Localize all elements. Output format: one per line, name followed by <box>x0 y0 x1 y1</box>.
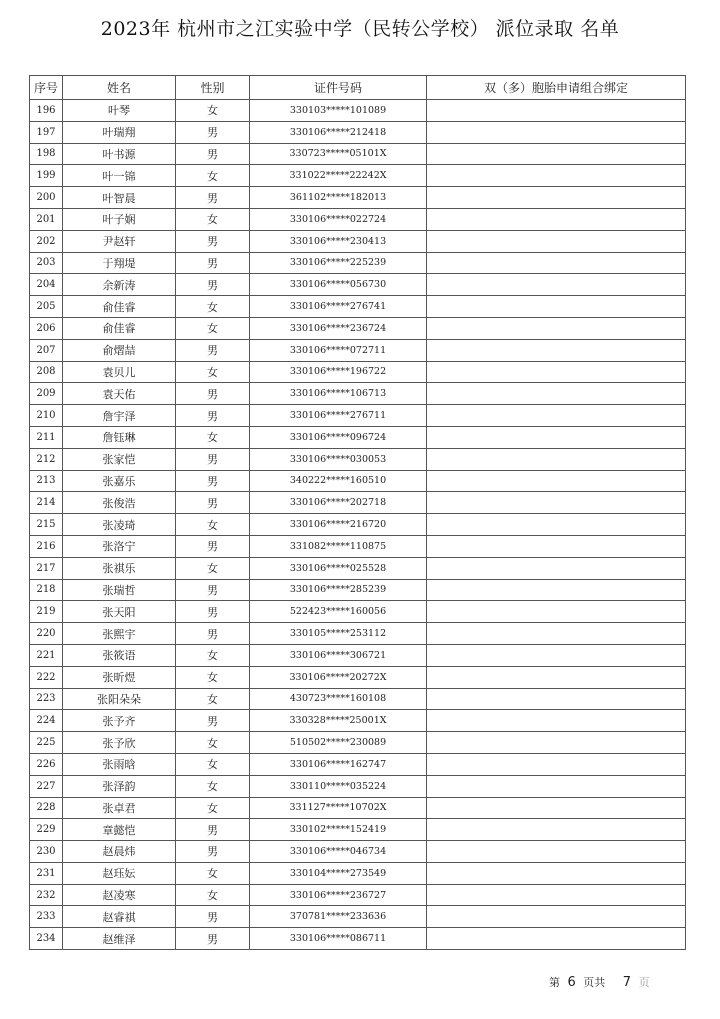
cell-serial-number: 221 <box>30 644 63 666</box>
footer-page-suffix: 页 <box>638 976 650 989</box>
cell-twin-binding <box>427 732 686 754</box>
cell-gender: 女 <box>176 426 250 448</box>
cell-name: 张瑞哲 <box>63 579 176 601</box>
cell-gender: 女 <box>176 100 250 122</box>
cell-id-number: 330106*****162747 <box>250 753 427 775</box>
cell-gender: 女 <box>176 644 250 666</box>
table-row <box>30 143 686 165</box>
cell-serial-number: 202 <box>30 230 63 252</box>
cell-twin-binding <box>427 884 686 906</box>
cell-twin-binding <box>427 143 686 165</box>
cell-name: 张熙宇 <box>63 623 176 645</box>
cell-gender: 男 <box>176 601 250 623</box>
cell-serial-number: 215 <box>30 514 63 536</box>
table-row <box>30 426 686 448</box>
cell-id-number: 361102*****182013 <box>250 187 427 209</box>
cell-name: 张雨晗 <box>63 753 176 775</box>
table-row <box>30 317 686 339</box>
header-twin-binding: 双（多）胞胎申请组合绑定 <box>427 76 686 100</box>
cell-twin-binding <box>427 492 686 514</box>
cell-name: 尹赵轩 <box>63 230 176 252</box>
table-row <box>30 492 686 514</box>
cell-name: 詹钰琳 <box>63 426 176 448</box>
header-name: 姓名 <box>63 76 176 100</box>
cell-serial-number: 234 <box>30 928 63 950</box>
admission-roster-table <box>29 75 686 950</box>
cell-gender: 男 <box>176 405 250 427</box>
cell-name: 叶子娴 <box>63 208 176 230</box>
cell-serial-number: 216 <box>30 535 63 557</box>
cell-id-number: 330106*****030053 <box>250 448 427 470</box>
table-row <box>30 252 686 274</box>
cell-gender: 男 <box>176 623 250 645</box>
cell-name: 张筱语 <box>63 644 176 666</box>
cell-gender: 女 <box>176 514 250 536</box>
cell-gender: 女 <box>176 732 250 754</box>
cell-id-number: 330104*****273549 <box>250 862 427 884</box>
cell-serial-number: 201 <box>30 208 63 230</box>
cell-id-number: 330106*****20272X <box>250 666 427 688</box>
table-row <box>30 339 686 361</box>
cell-name: 张祺乐 <box>63 557 176 579</box>
cell-twin-binding <box>427 230 686 252</box>
cell-gender: 女 <box>176 208 250 230</box>
table-row <box>30 361 686 383</box>
cell-gender: 男 <box>176 928 250 950</box>
cell-name: 赵维泽 <box>63 928 176 950</box>
cell-gender: 女 <box>176 165 250 187</box>
table-row <box>30 383 686 405</box>
cell-id-number: 330106*****022724 <box>250 208 427 230</box>
cell-serial-number: 226 <box>30 753 63 775</box>
cell-twin-binding <box>427 252 686 274</box>
cell-serial-number: 199 <box>30 165 63 187</box>
footer-page-prefix: 第 <box>549 976 560 989</box>
table-row <box>30 100 686 122</box>
table-row <box>30 557 686 579</box>
cell-twin-binding <box>427 688 686 710</box>
cell-name: 张予齐 <box>63 710 176 732</box>
cell-gender: 男 <box>176 710 250 732</box>
cell-twin-binding <box>427 797 686 819</box>
cell-serial-number: 227 <box>30 775 63 797</box>
table-row <box>30 296 686 318</box>
table-row <box>30 644 686 666</box>
cell-twin-binding <box>427 557 686 579</box>
table-row <box>30 753 686 775</box>
cell-serial-number: 213 <box>30 470 63 492</box>
cell-id-number: 330328*****25001X <box>250 710 427 732</box>
cell-gender: 男 <box>176 492 250 514</box>
cell-twin-binding <box>427 710 686 732</box>
cell-serial-number: 206 <box>30 317 63 339</box>
cell-twin-binding <box>427 208 686 230</box>
table-row <box>30 884 686 906</box>
cell-twin-binding <box>427 426 686 448</box>
table-row <box>30 797 686 819</box>
cell-serial-number: 197 <box>30 121 63 143</box>
cell-id-number: 330106*****212418 <box>250 121 427 143</box>
cell-serial-number: 220 <box>30 623 63 645</box>
cell-name: 俞熠喆 <box>63 339 176 361</box>
cell-serial-number: 196 <box>30 100 63 122</box>
cell-twin-binding <box>427 165 686 187</box>
cell-serial-number: 204 <box>30 274 63 296</box>
cell-twin-binding <box>427 579 686 601</box>
header-gender: 性别 <box>176 76 250 100</box>
cell-name: 赵晨炜 <box>63 841 176 863</box>
cell-id-number: 510502*****230089 <box>250 732 427 754</box>
cell-name: 张卓君 <box>63 797 176 819</box>
cell-gender: 男 <box>176 143 250 165</box>
cell-id-number: 330106*****072711 <box>250 339 427 361</box>
cell-name: 赵睿祺 <box>63 906 176 928</box>
cell-serial-number: 229 <box>30 819 63 841</box>
footer-total-pages: 7 <box>622 975 632 990</box>
cell-id-number: 330106*****096724 <box>250 426 427 448</box>
cell-name: 赵凌寒 <box>63 884 176 906</box>
cell-id-number: 330106*****106713 <box>250 383 427 405</box>
cell-id-number: 330106*****285239 <box>250 579 427 601</box>
table-row <box>30 514 686 536</box>
cell-serial-number: 203 <box>30 252 63 274</box>
cell-gender: 男 <box>176 383 250 405</box>
table-body <box>30 100 686 950</box>
cell-gender: 男 <box>176 448 250 470</box>
cell-twin-binding <box>427 819 686 841</box>
table-row <box>30 906 686 928</box>
cell-name: 张俊浩 <box>63 492 176 514</box>
cell-id-number: 522423*****160056 <box>250 601 427 623</box>
cell-gender: 女 <box>176 862 250 884</box>
table-row <box>30 819 686 841</box>
cell-twin-binding <box>427 906 686 928</box>
table-row <box>30 841 686 863</box>
cell-serial-number: 219 <box>30 601 63 623</box>
cell-id-number: 330106*****306721 <box>250 644 427 666</box>
cell-id-number: 430723*****160108 <box>250 688 427 710</box>
cell-gender: 女 <box>176 361 250 383</box>
cell-gender: 男 <box>176 230 250 252</box>
table-row <box>30 187 686 209</box>
header-serial-number: 序号 <box>30 76 63 100</box>
cell-id-number: 330106*****236727 <box>250 884 427 906</box>
cell-name: 詹宇泽 <box>63 405 176 427</box>
cell-id-number: 340222*****160510 <box>250 470 427 492</box>
table-row <box>30 862 686 884</box>
cell-twin-binding <box>427 862 686 884</box>
cell-gender: 男 <box>176 339 250 361</box>
cell-serial-number: 222 <box>30 666 63 688</box>
cell-id-number: 330106*****046734 <box>250 841 427 863</box>
table-row <box>30 121 686 143</box>
footer-page-number: 6 <box>567 975 576 990</box>
table-row <box>30 470 686 492</box>
cell-gender: 男 <box>176 819 250 841</box>
cell-twin-binding <box>427 296 686 318</box>
cell-gender: 女 <box>176 753 250 775</box>
cell-gender: 女 <box>176 775 250 797</box>
cell-id-number: 330106*****202718 <box>250 492 427 514</box>
cell-serial-number: 207 <box>30 339 63 361</box>
cell-id-number: 330106*****056730 <box>250 274 427 296</box>
table-row <box>30 165 686 187</box>
table-row <box>30 579 686 601</box>
cell-name: 张昕煜 <box>63 666 176 688</box>
cell-name: 俞佳睿 <box>63 317 176 339</box>
cell-serial-number: 212 <box>30 448 63 470</box>
cell-name: 张嘉乐 <box>63 470 176 492</box>
cell-id-number: 331082*****110875 <box>250 535 427 557</box>
cell-id-number: 331022*****22242X <box>250 165 427 187</box>
cell-id-number: 330105*****253112 <box>250 623 427 645</box>
cell-twin-binding <box>427 470 686 492</box>
table-row <box>30 732 686 754</box>
cell-name: 袁贝儿 <box>63 361 176 383</box>
table-row <box>30 405 686 427</box>
cell-serial-number: 209 <box>30 383 63 405</box>
cell-twin-binding <box>427 601 686 623</box>
cell-serial-number: 211 <box>30 426 63 448</box>
cell-name: 张洛宁 <box>63 535 176 557</box>
cell-gender: 女 <box>176 666 250 688</box>
cell-name: 张凌琦 <box>63 514 176 536</box>
cell-gender: 男 <box>176 841 250 863</box>
cell-twin-binding <box>427 775 686 797</box>
cell-serial-number: 231 <box>30 862 63 884</box>
cell-id-number: 370781*****233636 <box>250 906 427 928</box>
table-row <box>30 601 686 623</box>
cell-name: 张家恺 <box>63 448 176 470</box>
cell-serial-number: 223 <box>30 688 63 710</box>
cell-serial-number: 200 <box>30 187 63 209</box>
cell-gender: 男 <box>176 252 250 274</box>
cell-name: 章懿恺 <box>63 819 176 841</box>
cell-name: 叶书源 <box>63 143 176 165</box>
table-row <box>30 448 686 470</box>
cell-name: 张天阳 <box>63 601 176 623</box>
document-title: 2023年 杭州市之江实验中学（民转公学校） 派位录取 名单 <box>100 18 620 40</box>
cell-twin-binding <box>427 535 686 557</box>
table-row <box>30 623 686 645</box>
table-row <box>30 928 686 950</box>
cell-serial-number: 214 <box>30 492 63 514</box>
cell-twin-binding <box>427 274 686 296</box>
cell-name: 俞佳睿 <box>63 296 176 318</box>
cell-twin-binding <box>427 361 686 383</box>
cell-gender: 男 <box>176 274 250 296</box>
cell-twin-binding <box>427 121 686 143</box>
cell-twin-binding <box>427 666 686 688</box>
cell-serial-number: 224 <box>30 710 63 732</box>
cell-id-number: 331127*****10702X <box>250 797 427 819</box>
header-id-number: 证件号码 <box>250 76 427 100</box>
table-row <box>30 710 686 732</box>
cell-id-number: 330106*****216720 <box>250 514 427 536</box>
cell-name: 张阳朵朵 <box>63 688 176 710</box>
cell-twin-binding <box>427 317 686 339</box>
cell-twin-binding <box>427 405 686 427</box>
cell-name: 张予欣 <box>63 732 176 754</box>
cell-id-number: 330106*****086711 <box>250 928 427 950</box>
cell-serial-number: 217 <box>30 557 63 579</box>
cell-twin-binding <box>427 753 686 775</box>
cell-name: 叶一锦 <box>63 165 176 187</box>
cell-twin-binding <box>427 448 686 470</box>
cell-serial-number: 232 <box>30 884 63 906</box>
cell-gender: 男 <box>176 121 250 143</box>
cell-twin-binding <box>427 100 686 122</box>
cell-gender: 女 <box>176 688 250 710</box>
cell-gender: 男 <box>176 187 250 209</box>
cell-id-number: 330723*****05101X <box>250 143 427 165</box>
cell-twin-binding <box>427 383 686 405</box>
table-row <box>30 775 686 797</box>
cell-name: 叶智晨 <box>63 187 176 209</box>
cell-id-number: 330106*****236724 <box>250 317 427 339</box>
cell-twin-binding <box>427 187 686 209</box>
cell-id-number: 330106*****276741 <box>250 296 427 318</box>
cell-id-number: 330106*****196722 <box>250 361 427 383</box>
cell-serial-number: 218 <box>30 579 63 601</box>
cell-twin-binding <box>427 339 686 361</box>
cell-id-number: 330110*****035224 <box>250 775 427 797</box>
cell-gender: 男 <box>176 470 250 492</box>
table-row <box>30 230 686 252</box>
cell-name: 叶瑞翔 <box>63 121 176 143</box>
cell-twin-binding <box>427 644 686 666</box>
cell-gender: 男 <box>176 906 250 928</box>
table-row <box>30 688 686 710</box>
cell-name: 叶琴 <box>63 100 176 122</box>
cell-serial-number: 198 <box>30 143 63 165</box>
cell-twin-binding <box>427 623 686 645</box>
cell-name: 袁天佑 <box>63 383 176 405</box>
table-header-row <box>30 76 686 100</box>
cell-id-number: 330102*****152419 <box>250 819 427 841</box>
cell-serial-number: 230 <box>30 841 63 863</box>
cell-serial-number: 225 <box>30 732 63 754</box>
cell-gender: 女 <box>176 317 250 339</box>
cell-twin-binding <box>427 514 686 536</box>
cell-name: 张泽韵 <box>63 775 176 797</box>
table-row <box>30 208 686 230</box>
cell-twin-binding <box>427 841 686 863</box>
cell-id-number: 330106*****276711 <box>250 405 427 427</box>
table-row <box>30 666 686 688</box>
cell-serial-number: 205 <box>30 296 63 318</box>
cell-serial-number: 228 <box>30 797 63 819</box>
cell-id-number: 330106*****225239 <box>250 252 427 274</box>
cell-name: 余新涛 <box>63 274 176 296</box>
cell-serial-number: 208 <box>30 361 63 383</box>
cell-name: 赵珏妘 <box>63 862 176 884</box>
cell-gender: 男 <box>176 579 250 601</box>
page-footer <box>549 974 650 990</box>
cell-name: 于翔堤 <box>63 252 176 274</box>
cell-gender: 女 <box>176 797 250 819</box>
cell-serial-number: 210 <box>30 405 63 427</box>
cell-gender: 女 <box>176 557 250 579</box>
table-row <box>30 274 686 296</box>
cell-serial-number: 233 <box>30 906 63 928</box>
cell-id-number: 330106*****230413 <box>250 230 427 252</box>
cell-gender: 男 <box>176 535 250 557</box>
cell-gender: 女 <box>176 296 250 318</box>
cell-gender: 女 <box>176 884 250 906</box>
cell-id-number: 330106*****025528 <box>250 557 427 579</box>
footer-page-mid: 页共 <box>583 976 606 989</box>
table-row <box>30 535 686 557</box>
cell-twin-binding <box>427 928 686 950</box>
cell-id-number: 330103*****101089 <box>250 100 427 122</box>
